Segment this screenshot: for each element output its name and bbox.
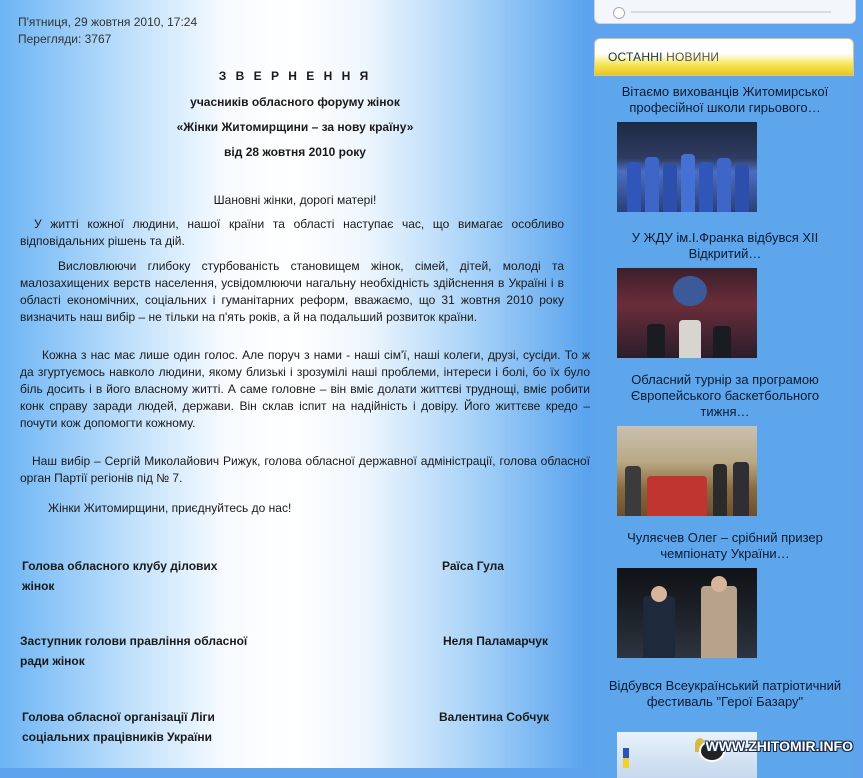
signature-name-2: Неля Паламарчук <box>443 634 548 648</box>
news-thumbnail[interactable] <box>617 268 757 358</box>
signature-title-3: Голова обласної організації Ліги соціальних працівників України <box>22 710 215 744</box>
latest-news-panel <box>594 38 854 778</box>
signature-title-1: Голова обласного клубу ділових жінок <box>22 559 218 593</box>
news-link[interactable]: Відбувся Всеукраїнський патріотичний фестиваль "Герої Базару" <box>608 678 842 709</box>
news-thumbnail[interactable] <box>617 426 757 516</box>
signature-name-1: Раїса Гула <box>442 559 504 573</box>
signature-name-3: Валентина Собчук <box>439 710 549 724</box>
article-date: П'ятниця, 29 жовтня 2010, 17:24 <box>18 15 198 29</box>
article-meta <box>18 14 197 48</box>
article-paragraph-2: Висловлюючи глибоку стурбованість становищем жінок, сімей, дітей, молоді та малозахищених верств населення, усвідомлюючи нагальну необхідність здійснення в Україні і в області економічних, соціальних і гуманітарних реформ, вважаємо, що 31 жовтня 2010 року визначить наш вибір – не тільки на п'ять років, а й на подальший розвиток країни. <box>20 259 564 324</box>
latest-news-title-b: НОВИНИ <box>666 50 720 64</box>
article-heading: З В Е Р Н Е Н Н Я <box>218 69 372 83</box>
latest-news-title <box>608 50 719 64</box>
article-subheading-2: «Жінки Житомирщини – за нову країну» <box>176 120 414 134</box>
article-subheading-3: від 28 жовтня 2010 року <box>224 145 366 159</box>
news-thumbnail[interactable] <box>617 568 757 658</box>
article-paragraph-5: Жінки Житомирщини, приєднуйтесь до нас! <box>48 501 292 515</box>
news-link[interactable]: Чуляєчев Олег – срібний призер чемпіонату України… <box>627 530 823 561</box>
site-watermark: WWW.ZHITOMIR.INFO <box>705 738 853 754</box>
news-link[interactable]: Вітаємо вихованців Житомирської професійної школи гирьового… <box>621 84 829 115</box>
article-paragraph-3: Кожна з нас має лише один голос. Але поруч з нами - наші сім'ї, наші колеги, друзі, сусіди. То ж да згуртуємось навколо людини, якому близькі і зрозумілі наші проблеми, інтереси і болі, бо їх було біль досить і в його власному житті. А саме головне – він вміє долати життєві труднощі, вміє робити конк справу заради людей, держави. Він склав іспит на надійність і довіру. Його життєве кредо – почути кож допомогти кожному. <box>20 348 590 430</box>
poll-widget <box>594 0 856 24</box>
news-thumbnail[interactable] <box>617 122 757 212</box>
sidebar <box>594 0 856 768</box>
article-greeting: Шановні жінки, дорогі матері! <box>213 193 377 207</box>
signature-title-2: Заступник голови правління обласної ради жінок <box>20 634 248 668</box>
poll-radio-button[interactable] <box>613 7 625 19</box>
news-link[interactable]: Обласний турнір за програмою Європейського баскетбольного тижня… <box>630 372 820 419</box>
latest-news-title-a: ОСТАННІ <box>608 50 667 64</box>
news-link[interactable]: У ЖДУ ім.І.Франка відбувся XII Відкритий… <box>631 230 819 261</box>
article-views: Перегляди: 3767 <box>18 32 112 46</box>
article-subheading-1: учасників обласного форуму жінок <box>190 95 400 109</box>
article-paragraph-1: У житті кожної людини, нашої країни та області наступає час, що вимагає особливо відповідальних рішень та дій. <box>20 217 564 248</box>
latest-news-header <box>594 38 854 76</box>
poll-option-label <box>631 11 831 13</box>
article-paragraph-4: Наш вибір – Сергій Миколайович Рижук, голова обласної державної адміністрації, голова обласної орган Партії регіонів під № 7. <box>20 454 590 485</box>
